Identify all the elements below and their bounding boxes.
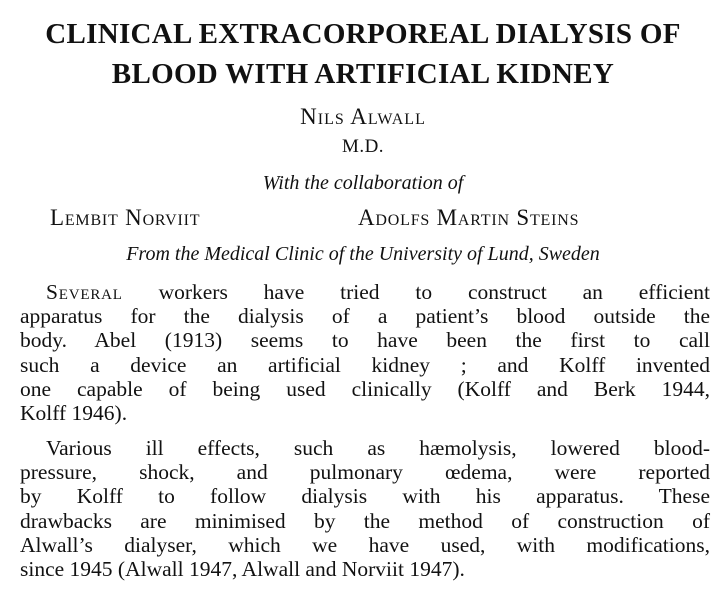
- article-title-line-1: CLINICAL EXTRACORPOREAL DIALYSIS OF: [45, 18, 681, 50]
- paragraph-2: [20, 436, 710, 581]
- paragraph-1-line-4: such a device an artificial kidney ; and Kolff invented: [20, 352, 710, 377]
- author-name: Nils Alwall: [300, 104, 426, 129]
- paragraph-2-line-3: by Kolff to follow dialysis with his apparatus. These: [20, 484, 710, 509]
- article-title-line-2: BLOOD WITH ARTIFICIAL KIDNEY: [111, 58, 615, 90]
- paragraph-1-line-5: one capable of being used clinically (Kolff and Berk 1944,: [20, 376, 710, 401]
- paragraph-2-line-4: drawbacks are minimised by the method of construction of: [20, 508, 710, 533]
- affiliation: From the Medical Clinic of the University of Lund, Sweden: [126, 243, 600, 265]
- paragraph-1-lead-word: Several: [46, 280, 123, 304]
- coauthor-norviit: Lembit Norviit: [50, 205, 201, 230]
- coauthors: [0, 205, 726, 235]
- collaboration-note: With the collaboration of: [262, 172, 464, 194]
- paragraph-2-line-6: since 1945 (Alwall 1947, Alwall and Norviit 1947).: [20, 557, 465, 582]
- coauthor-steins: Adolfs Martin Steins: [358, 205, 580, 230]
- paragraph-2-line-2: pressure, shock, and pulmonary œdema, were reported: [20, 460, 710, 485]
- paragraph-1-line-1-rest: workers have tried to construct an efficient: [122, 280, 710, 304]
- paragraph-1-line-2: apparatus for the dialysis of a patient’s blood outside the: [20, 304, 710, 329]
- paragraph-1-line-6: Kolff 1946).: [20, 401, 128, 426]
- paragraph-1-line-3: body. Abel (1913) seems to have been the first to call: [20, 328, 710, 353]
- author-degree: M.D.: [341, 136, 385, 157]
- paragraph-1-line-1: [20, 280, 710, 304]
- paragraph-1: [20, 280, 710, 425]
- paragraph-2-line-1: Various ill effects, such as hæmolysis, lowered blood-: [46, 436, 710, 460]
- paragraph-2-line-5: Alwall’s dialyser, which we have used, with modifications,: [20, 532, 710, 557]
